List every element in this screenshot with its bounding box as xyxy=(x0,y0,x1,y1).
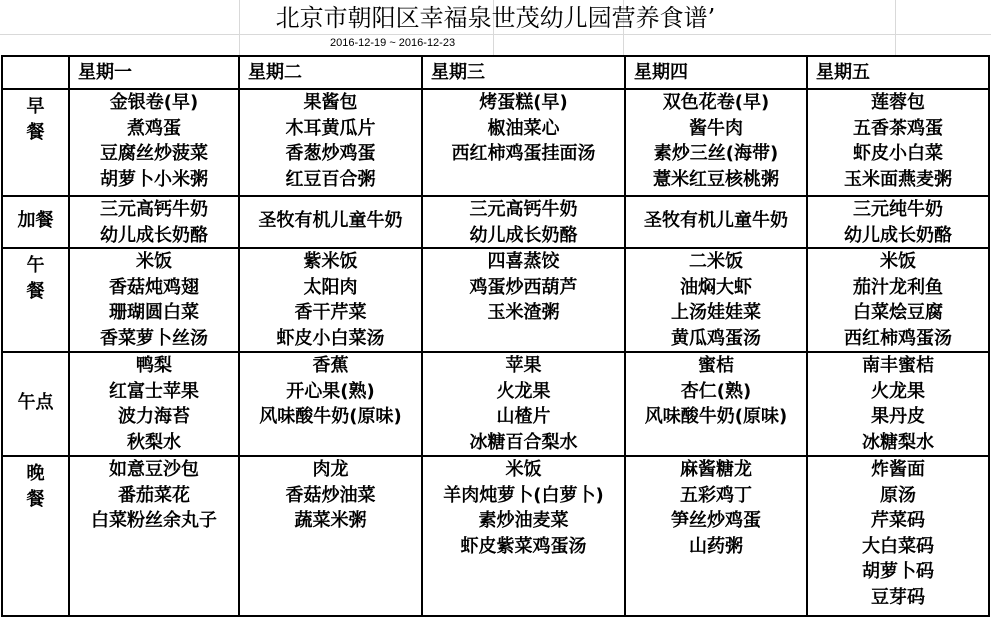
menu-item: 南丰蜜桔 xyxy=(862,355,934,376)
menu-item: 白菜烩豆腐 xyxy=(853,302,943,323)
menu-cell xyxy=(422,352,625,456)
date-range: 2016-12-19 ~ 2016-12-23 xyxy=(330,37,456,49)
menu-item: 黄瓜鸡蛋汤 xyxy=(671,327,761,349)
menu-item: 冰糖梨水 xyxy=(862,431,934,453)
menu-item: 开心果(熟) xyxy=(286,380,375,402)
menu-item: 肉龙 xyxy=(312,459,349,480)
menu-item: 薏米红豆核桃粥 xyxy=(653,168,779,190)
day-header: 星期四 xyxy=(625,56,807,89)
meal-row xyxy=(2,248,989,352)
menu-item: 三元高钙牛奶 xyxy=(100,199,208,220)
meal-row xyxy=(2,456,989,616)
menu-cell xyxy=(625,196,807,248)
menu-cell xyxy=(625,89,807,196)
menu-item: 素炒油麦菜 xyxy=(478,510,569,531)
day-header: 星期三 xyxy=(422,56,625,89)
menu-cell xyxy=(422,456,625,616)
meal-label: 午 餐 xyxy=(2,248,69,352)
menu-item: 笋丝炒鸡蛋 xyxy=(671,510,761,531)
menu-item: 太阳肉 xyxy=(303,276,358,298)
menu-item: 麻酱糖龙 xyxy=(680,459,752,480)
menu-cell xyxy=(69,352,239,456)
menu-item: 香葱炒鸡蛋 xyxy=(285,143,376,164)
menu-cell xyxy=(625,248,807,352)
menu-item: 香菜萝卜丝汤 xyxy=(100,327,208,349)
menu-cell xyxy=(239,352,422,456)
menu-item: 圣牧有机儿童牛奶 xyxy=(644,210,788,231)
menu-item: 茄汁龙利鱼 xyxy=(853,276,943,298)
menu-item: 米饭 xyxy=(136,251,172,272)
menu-item: 豆腐丝炒菠菜 xyxy=(100,143,208,164)
menu-item: 秋梨水 xyxy=(127,431,181,453)
menu-item: 莲蓉包 xyxy=(871,92,925,113)
menu-item: 原汤 xyxy=(880,484,916,506)
menu-table xyxy=(1,55,990,617)
day-header: 星期二 xyxy=(239,56,422,89)
menu-item: 珊瑚圆白菜 xyxy=(109,302,199,323)
menu-item: 三元纯牛奶 xyxy=(853,199,943,220)
menu-item: 芹菜码 xyxy=(871,510,925,531)
header-row xyxy=(2,56,989,89)
menu-cell xyxy=(625,352,807,456)
menu-cell xyxy=(625,456,807,616)
menu-cell xyxy=(422,196,625,248)
menu-item: 素炒三丝(海带) xyxy=(653,143,779,164)
menu-item: 木耳黄瓜片 xyxy=(285,117,376,139)
menu-item: 五彩鸡丁 xyxy=(680,484,752,506)
menu-item: 山药粥 xyxy=(689,535,743,557)
menu-cell xyxy=(69,89,239,196)
menu-item: 鸭梨 xyxy=(136,355,172,376)
menu-item: 幼儿成长奶酪 xyxy=(844,224,952,246)
menu-item: 炸酱面 xyxy=(871,459,925,480)
day-header: 星期五 xyxy=(807,56,989,89)
menu-cell xyxy=(69,248,239,352)
meal-label: 晚 餐 xyxy=(2,456,69,616)
meal-label: 午点 xyxy=(2,352,69,456)
menu-item: 椒油菜心 xyxy=(487,117,560,139)
menu-cell xyxy=(69,456,239,616)
menu-item: 紫米饭 xyxy=(303,251,358,272)
menu-item: 三元高钙牛奶 xyxy=(469,199,578,220)
menu-item: 虾皮紫菜鸡蛋汤 xyxy=(460,535,587,557)
menu-cell xyxy=(807,456,989,616)
menu-item: 西红柿鸡蛋挂面汤 xyxy=(451,143,596,164)
corner-cell xyxy=(2,56,69,89)
menu-item: 西红柿鸡蛋汤 xyxy=(844,327,952,349)
menu-item: 蜜桔 xyxy=(698,355,734,376)
menu-item: 果丹皮 xyxy=(871,406,925,427)
menu-cell xyxy=(239,196,422,248)
menu-item: 二米饭 xyxy=(689,251,743,272)
menu-item: 番茄菜花 xyxy=(118,484,190,506)
meal-row xyxy=(2,352,989,456)
menu-item: 果酱包 xyxy=(303,92,358,113)
menu-item: 幼儿成长奶酪 xyxy=(100,224,208,246)
menu-item: 烤蛋糕(早) xyxy=(479,92,568,113)
menu-item: 金银卷(早) xyxy=(109,92,199,113)
menu-cell xyxy=(807,352,989,456)
menu-item: 火龙果 xyxy=(871,380,925,402)
menu-cell xyxy=(422,89,625,196)
menu-item: 酱牛肉 xyxy=(689,117,743,139)
menu-item: 山楂片 xyxy=(496,406,551,427)
page-title: 北京市朝阳区幸福泉世茂幼儿园营养食谱’ xyxy=(275,4,716,32)
menu-item: 红豆百合粥 xyxy=(285,168,376,190)
menu-item: 五香茶鸡蛋 xyxy=(853,117,943,139)
meal-row xyxy=(2,196,989,248)
menu-item: 鸡蛋炒西葫芦 xyxy=(469,276,578,298)
menu-item: 香菇炒油菜 xyxy=(285,484,376,506)
menu-item: 香菇炖鸡翅 xyxy=(109,276,199,298)
menu-item: 幼儿成长奶酪 xyxy=(469,224,578,246)
menu-item: 虾皮小白菜汤 xyxy=(276,327,385,349)
meal-label: 加餐 xyxy=(2,196,69,248)
menu-cell xyxy=(807,248,989,352)
menu-item: 风味酸牛奶(原味) xyxy=(259,406,402,427)
meal-row xyxy=(2,89,989,196)
menu-item: 上汤娃娃菜 xyxy=(671,302,761,323)
meal-label: 早 餐 xyxy=(2,89,69,196)
menu-item: 胡萝卜小米粥 xyxy=(100,168,208,190)
menu-item: 苹果 xyxy=(505,355,542,376)
menu-item: 红富士苹果 xyxy=(109,380,199,402)
menu-item: 火龙果 xyxy=(496,380,551,402)
menu-item: 米饭 xyxy=(880,251,916,272)
menu-cell xyxy=(422,248,625,352)
menu-item: 煮鸡蛋 xyxy=(127,117,181,139)
menu-item: 羊肉炖萝卜(白萝卜) xyxy=(443,484,604,506)
menu-item: 玉米渣粥 xyxy=(487,302,560,323)
menu-item: 圣牧有机儿童牛奶 xyxy=(258,210,403,231)
menu-item: 豆芽码 xyxy=(871,586,925,608)
menu-item: 冰糖百合梨水 xyxy=(469,431,578,453)
menu-cell xyxy=(239,248,422,352)
gridline xyxy=(0,34,991,35)
menu-item: 大白菜码 xyxy=(862,535,934,557)
menu-item: 风味酸牛奶(原味) xyxy=(644,406,788,427)
menu-cell xyxy=(807,89,989,196)
menu-item: 白菜粉丝余丸子 xyxy=(91,510,217,531)
menu-item: 虾皮小白菜 xyxy=(853,143,943,164)
menu-item: 蔬菜米粥 xyxy=(294,510,367,531)
menu-item: 如意豆沙包 xyxy=(109,459,199,480)
menu-item: 油焖大虾 xyxy=(680,276,752,298)
menu-item: 香蕉 xyxy=(312,355,349,376)
menu-cell xyxy=(239,456,422,616)
menu-item: 杏仁(熟) xyxy=(680,380,752,402)
menu-item: 香干芹菜 xyxy=(294,302,367,323)
menu-cell xyxy=(807,196,989,248)
menu-cell xyxy=(69,196,239,248)
day-header: 星期一 xyxy=(69,56,239,89)
menu-cell xyxy=(239,89,422,196)
menu-item: 波力海苔 xyxy=(118,406,190,427)
menu-item: 双色花卷(早) xyxy=(662,92,770,113)
menu-item: 玉米面燕麦粥 xyxy=(844,168,952,190)
menu-item: 胡萝卜码 xyxy=(862,561,934,582)
menu-item: 四喜蒸饺 xyxy=(487,251,560,272)
menu-item: 米饭 xyxy=(505,459,542,480)
